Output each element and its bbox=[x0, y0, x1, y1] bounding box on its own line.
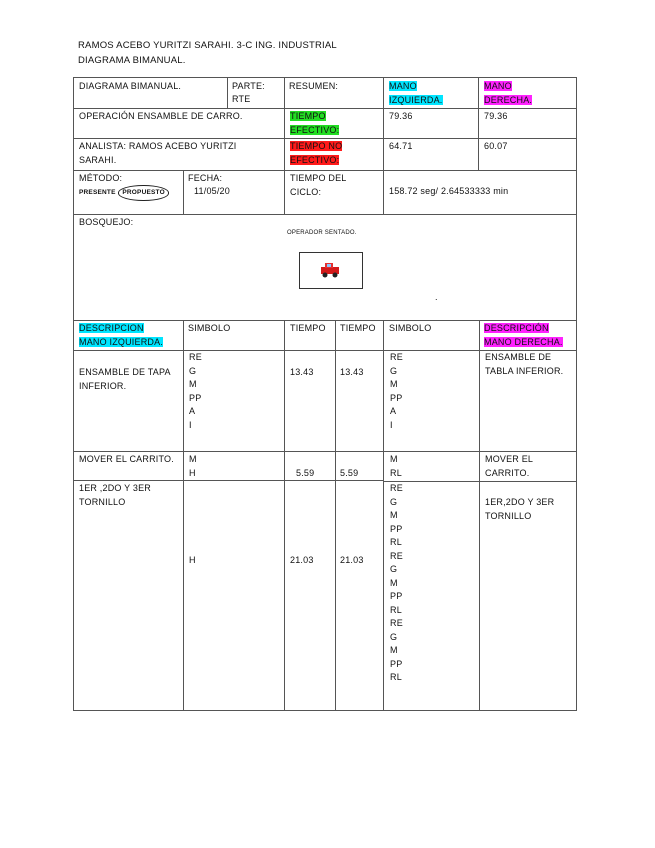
rule bbox=[73, 480, 383, 481]
row3-t-der: 21.03 bbox=[340, 555, 364, 565]
analista-label bbox=[79, 140, 237, 167]
no-efectivo-der: 60.07 bbox=[484, 141, 508, 151]
rule bbox=[73, 77, 74, 711]
car-icon bbox=[300, 253, 362, 288]
rule bbox=[183, 320, 184, 711]
resumen-label: RESUMEN: bbox=[289, 81, 339, 91]
rule bbox=[576, 77, 577, 711]
fecha-value: 11/05/20 bbox=[194, 186, 230, 196]
metodo-propuesto-circled: PROPUESTO bbox=[118, 185, 169, 201]
symbol: RL bbox=[390, 537, 402, 547]
fecha-label: FECHA: bbox=[188, 173, 223, 183]
rule bbox=[383, 481, 577, 482]
table-row-1-desc-izq bbox=[79, 366, 171, 393]
row2-t-izq: 5.59 bbox=[296, 468, 315, 478]
symbol: RE bbox=[390, 550, 403, 561]
symbol: RE bbox=[390, 352, 403, 362]
symbol: PP bbox=[390, 523, 403, 534]
row3-desc-der bbox=[485, 496, 554, 523]
symbol: M bbox=[390, 645, 398, 655]
rule bbox=[73, 451, 577, 452]
symbol: RL bbox=[390, 604, 402, 615]
desc-izq-line2: MANO IZQUIERDA. bbox=[79, 336, 164, 347]
row3-sim-der bbox=[390, 482, 403, 685]
symbol: G bbox=[189, 365, 197, 376]
efectivo-der: 79.36 bbox=[484, 111, 508, 121]
tiempo-no-line2: EFECTIVO: bbox=[290, 154, 340, 165]
header-line-1: RAMOS ACEBO YURITZI SARAHI. 3-C ING. INDUSTRIAL bbox=[78, 40, 337, 51]
ciclo-label bbox=[290, 172, 347, 199]
tiempo-no-line1: TIEMPO NO bbox=[290, 141, 343, 151]
row3-desc-der-line1: 1ER,2DO Y 3ER bbox=[485, 497, 555, 507]
rule bbox=[73, 710, 577, 711]
tiempo-efectivo-line1: TIEMPO bbox=[290, 111, 326, 121]
row2-t-der: 5.59 bbox=[340, 468, 359, 478]
symbol: RL bbox=[390, 672, 402, 682]
symbol: M bbox=[189, 379, 197, 389]
row1-desc-der bbox=[485, 351, 563, 378]
mano-der-line1: MANO bbox=[484, 81, 512, 91]
rule bbox=[284, 320, 285, 711]
parte-value: RTE bbox=[232, 94, 251, 104]
operacion-label: OPERACIÓN ENSAMBLE DE CARRO. bbox=[79, 111, 243, 121]
analista-line2: SARAHI. bbox=[79, 154, 117, 165]
symbol: PP bbox=[390, 658, 403, 669]
row3-desc-izq-line1: 1ER ,2DO Y 3ER bbox=[79, 483, 152, 493]
symbol: I bbox=[390, 419, 393, 430]
row3-desc-der-line2: TORNILLO bbox=[485, 510, 532, 521]
header-line-2: DIAGRAMA BIMANUAL. bbox=[78, 55, 186, 66]
row1-desc-der-line1: ENSAMBLE DE bbox=[485, 352, 552, 362]
rule bbox=[73, 108, 577, 109]
desc-izq-header bbox=[79, 322, 163, 349]
rule bbox=[227, 77, 228, 108]
ciclo-line2: CICLO: bbox=[290, 186, 322, 197]
symbol: G bbox=[390, 564, 398, 574]
tiempo-der-header: TIEMPO bbox=[340, 323, 376, 333]
rule bbox=[284, 77, 285, 214]
rule bbox=[73, 170, 577, 171]
metodo-label: MÉTODO: bbox=[79, 173, 123, 183]
desc-der-line2: MANO DERECHA. bbox=[484, 336, 563, 347]
symbol: M bbox=[390, 454, 398, 464]
metodo-presente: PRESENTE bbox=[79, 189, 116, 196]
symbol: A bbox=[390, 406, 397, 416]
sketch-dot: . bbox=[435, 292, 438, 302]
symbol: I bbox=[189, 419, 192, 430]
operador-note: OPERADOR SENTADO. bbox=[287, 230, 357, 236]
row3-desc-izq-line2: TORNILLO bbox=[79, 496, 126, 507]
desc-izq-line1: DESCRIPCION bbox=[79, 323, 144, 333]
symbol: RE bbox=[189, 352, 202, 362]
row3-sim-izq: H bbox=[189, 555, 196, 565]
symbol: G bbox=[390, 365, 398, 376]
sketch-box bbox=[299, 252, 363, 289]
row1-desc-der-line2: TABLA INFERIOR. bbox=[485, 365, 564, 376]
symbol: G bbox=[390, 631, 398, 642]
diagrama-label: DIAGRAMA BIMANUAL. bbox=[79, 81, 182, 91]
mano-derecha-header bbox=[484, 80, 532, 107]
rule bbox=[73, 320, 577, 321]
rule bbox=[73, 214, 577, 215]
symbol: RE bbox=[390, 483, 403, 493]
parte-label: PARTE: bbox=[232, 81, 265, 91]
row1-desc-izq-line2: INFERIOR. bbox=[79, 380, 127, 391]
symbol: M bbox=[390, 379, 398, 389]
efectivo-izq: 79.36 bbox=[389, 111, 413, 121]
row2-desc-der bbox=[485, 453, 533, 480]
rule bbox=[479, 320, 480, 711]
row1-sim-der bbox=[390, 351, 403, 432]
tiempo-efectivo-line2: EFECTIVO: bbox=[290, 124, 340, 135]
row1-t-der: 13.43 bbox=[340, 367, 364, 377]
row2-desc-der-line2: CARRITO. bbox=[485, 467, 530, 478]
rule bbox=[383, 320, 384, 711]
row1-sim-izq bbox=[189, 351, 202, 432]
desc-der-header bbox=[484, 322, 563, 349]
row2-sim-der bbox=[390, 453, 402, 480]
row2-desc-der-line1: MOVER EL bbox=[485, 454, 534, 464]
row3-t-izq: 21.03 bbox=[290, 555, 314, 565]
symbol: A bbox=[189, 406, 196, 416]
desc-der-line1: DESCRIPCIÓN bbox=[484, 323, 549, 333]
metodo-options bbox=[79, 185, 169, 201]
symbol: M bbox=[390, 510, 398, 520]
no-efectivo-izq: 64.71 bbox=[389, 141, 413, 151]
mano-izq-line1: MANO bbox=[389, 81, 417, 91]
rule bbox=[383, 77, 384, 214]
symbol: H bbox=[189, 467, 196, 478]
symbol: RL bbox=[390, 467, 402, 478]
symbol: PP bbox=[390, 591, 403, 601]
mano-izq-line2: IZQUIERDA. bbox=[389, 94, 443, 105]
symbol: G bbox=[390, 496, 398, 507]
simbolo-izq-header: SIMBOLO bbox=[188, 323, 231, 333]
ciclo-value: 158.72 seg/ 2.64533333 min bbox=[389, 186, 509, 196]
symbol: M bbox=[390, 577, 398, 588]
symbol: M bbox=[189, 454, 197, 464]
row2-sim-izq bbox=[189, 453, 197, 480]
simbolo-der-header: SIMBOLO bbox=[389, 323, 432, 333]
symbol: PP bbox=[390, 392, 403, 403]
rule bbox=[183, 170, 184, 214]
ciclo-line1: TIEMPO DEL bbox=[290, 173, 347, 183]
bosquejo-label: BOSQUEJO: bbox=[79, 217, 134, 227]
rule bbox=[335, 320, 336, 711]
row2-desc-izq: MOVER EL CARRITO. bbox=[79, 454, 174, 464]
mano-izquierda-header bbox=[389, 80, 443, 107]
tiempo-no-efectivo-label bbox=[290, 140, 342, 167]
row1-desc-izq-line1: ENSAMBLE DE TAPA bbox=[79, 367, 171, 377]
symbol: RE bbox=[390, 618, 403, 628]
row3-desc-izq bbox=[79, 482, 151, 509]
rule bbox=[478, 77, 479, 170]
tiempo-efectivo-label bbox=[290, 110, 339, 137]
rule bbox=[73, 77, 577, 78]
row1-t-izq: 13.43 bbox=[290, 367, 314, 377]
symbol: PP bbox=[189, 392, 202, 403]
rule bbox=[73, 138, 577, 139]
bimanual-table bbox=[73, 77, 577, 711]
tiempo-izq-header: TIEMPO bbox=[290, 323, 326, 333]
mano-der-line2: DERECHA. bbox=[484, 94, 533, 105]
analista-line1: ANALISTA: RAMOS ACEBO YURITZI bbox=[79, 141, 237, 151]
